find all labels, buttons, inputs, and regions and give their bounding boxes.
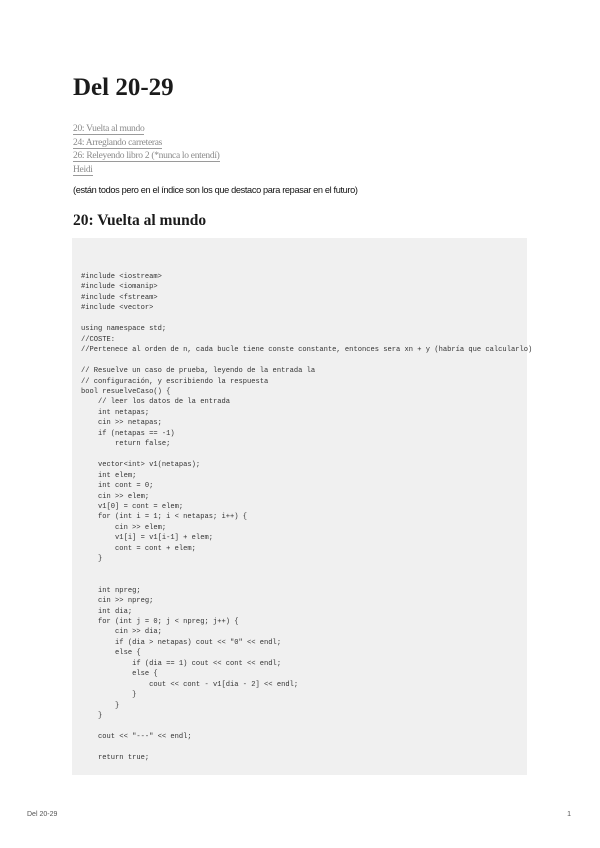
toc-link-label: 24: Arreglando carreteras [73, 137, 163, 148]
toc-link-heidi[interactable] [73, 164, 220, 178]
toc-link-label: 20: Vuelta al mundo [73, 124, 145, 134]
footer-doc-name: Del 20-29 [27, 811, 58, 818]
toc-link-label: Heidi [73, 164, 93, 175]
code-text: #include <iostream> #include <iomanip> #include <fstream> #include <vector> using namespace std; //COSTE: //Pertenece al orden de n, cada bucle tiene conste constante, entonces sera xn + y (habría que calcularlo) // Resuelve un caso de prueba, leyendo de la entrada la // configuración, y escribiendo la respuesta bool resuelveCaso() { // leer los datos de la entrada int netapas; cin >> netapas; if (netapas == -1) return false; vector<int> v1(netapas); int elem; int cont = 0; cin >> elem; v1[0] = cont = elem; for (int i = 1; i < netapas; i++) { cin >> elem; v1[i] = v1[i-1] + elem; cont = cont + elem; } int npreg; cin >> npreg; int dia; for (int j = 0; j < npreg; j++) { cin >> dia; if (dia > netapas) cout << "0" << endl; else { if (dia == 1) cout << cont << endl; else { cout << cont - v1[dia - 2] << endl; } } } cout << "---" << endl; return true; [81, 273, 533, 762]
toc-link-arreglando-carreteras[interactable] [73, 137, 220, 151]
toc-link-releyendo-libro-2[interactable] [73, 150, 220, 164]
toc-note: (están todos pero en el índice son los que destaco para repasar en el futuro) [73, 185, 358, 195]
code-block [72, 238, 533, 775]
page-title: Del 20-29 [73, 74, 174, 101]
section-heading: 20: Vuelta al mundo [73, 212, 207, 229]
toc-link-label: 26: Releyendo libro 2 (*nunca lo entendí) [73, 151, 220, 162]
toc-link-vuelta-al-mundo[interactable] [73, 123, 220, 137]
table-of-contents [73, 123, 220, 177]
footer-page-number: 1 [567, 811, 571, 818]
